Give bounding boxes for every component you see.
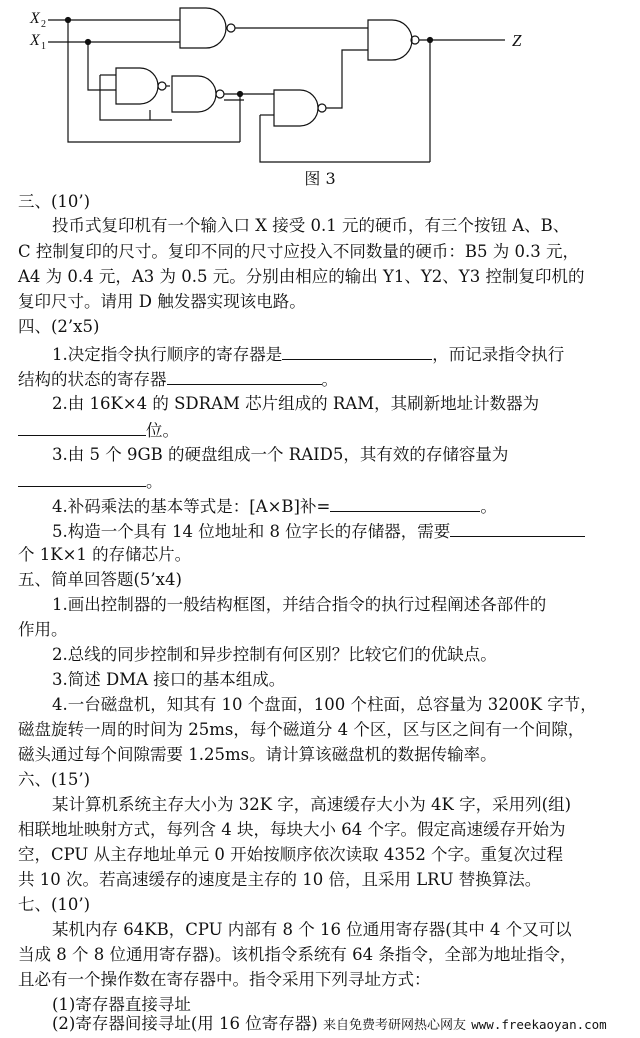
output-label-z: Z <box>512 31 522 50</box>
q4-item-1: 1.决定指令执行顺序的寄存器是 ，而记录指令执行 <box>52 341 634 367</box>
nand-gate-g2 <box>116 68 158 104</box>
q4-item-4: 4.补码乘法的基本等式是：[A×B]补= 。 <box>52 493 634 519</box>
q5-item-1-cont: 作用。 <box>18 620 68 639</box>
answer-blank[interactable] <box>282 341 432 360</box>
q4-item-1-cont: 结构的状态的寄存器 。 <box>18 366 634 392</box>
q7-line-4: (1)寄存器直接寻址 <box>52 995 191 1014</box>
q4-item-2: 2.由 16K×4 的 SDRAM 芯片组成的 RAM，其刷新地址计数器为 <box>52 394 540 413</box>
q4-item-2-cont: 位。 <box>18 417 634 443</box>
answer-blank[interactable] <box>450 518 585 537</box>
figure-caption: 图 3 <box>304 169 336 188</box>
nand-gate-g1 <box>180 8 226 48</box>
q7-line-5: (2)寄存器间接寻址(用 16 位寄存器) 来自免费考研网热心网友 www.freekaoyan.com <box>52 1014 607 1033</box>
q5-item-4-cont-2: 磁头通过每个间隙需要 1.25ms。请计算该磁盘机的数据传输率。 <box>18 745 497 764</box>
q3-line-2: C 控制复印的尺寸。复印不同的尺寸应投入不同数量的硬币：B5 为 0.3 元， <box>18 242 579 261</box>
answer-blank[interactable] <box>18 468 146 487</box>
q5-item-3: 3.简述 DMA 接口的基本组成。 <box>52 670 286 689</box>
q5-heading: 五、简单回答题(5’x4) <box>18 570 182 589</box>
q5-item-4: 4.一台磁盘机，知其有 10 个盘面，100 个柱面，总容量为 3200K 字节， <box>52 695 597 714</box>
answer-blank[interactable] <box>330 493 480 512</box>
q3-line-3: A4 为 0.4 元，A3 为 0.5 元。分别由相应的输出 Y1、Y2、Y3 控制复印机的 <box>18 267 585 286</box>
q5-item-4-cont-1: 磁盘旋转一周的时间为 25ms，每个磁道分 4 个区，区与区之间有一个间隙， <box>18 720 585 739</box>
nand-gate-g5 <box>368 20 412 60</box>
q7-heading: 七、(10’) <box>18 895 91 914</box>
wire-x1-tap <box>88 42 116 90</box>
wire-x2-tap <box>68 20 240 142</box>
logic-circuit-diagram <box>0 0 640 170</box>
q4-item-3: 3.由 5 个 9GB 的硬盘组成一个 RAID5，其有效的存储容量为 <box>52 445 509 464</box>
answer-blank[interactable] <box>167 366 322 385</box>
q4-item-5-cont: 个 1K×1 的存储芯片。 <box>18 545 192 564</box>
q3-line-4: 复印尺寸。请用 D 触发器实现该电路。 <box>18 292 306 311</box>
input-label-x2-sub: 2 <box>41 19 46 30</box>
q5-item-2: 2.总线的同步控制和异步控制有何区别？比较它们的优缺点。 <box>52 645 497 664</box>
q6-heading: 六、(15’) <box>18 770 91 789</box>
q6-line-3: 空，CPU 从主存地址单元 0 开始按顺序依次读取 4352 个字。重复次过程 <box>18 845 564 864</box>
q7-line-3: 且必有一个操作数在寄存器中。指令采用下列寻址方式： <box>18 970 431 989</box>
nand-gate-g4 <box>274 90 318 126</box>
input-label-x2: X <box>30 10 40 27</box>
input-label-x1: X <box>30 32 40 49</box>
q6-line-2: 相联地址映射方式，每列含 4 块，每块大小 64 个字。假定高速缓存开始为 <box>18 820 566 839</box>
q4-item-3-cont: 。 <box>18 468 634 494</box>
answer-blank[interactable] <box>18 417 146 436</box>
q4-item-5: 5.构造一个具有 14 位地址和 8 位字长的存储器，需要 <box>52 518 634 544</box>
footer-source: 来自免费考研网热心网友 <box>322 1018 466 1033</box>
input-label-x1-sub: 1 <box>41 41 46 52</box>
q7-line-1: 某机内存 64KB，CPU 内部有 8 个 16 位通用寄存器(其中 4 个又可以 <box>52 920 572 939</box>
footer-site-link[interactable]: www.freekaoyan.com <box>471 1017 607 1032</box>
q7-line-2: 当成 8 个 8 位通用寄存器)。该机指令系统有 64 条指令，全部为地址指令， <box>18 945 577 964</box>
q5-item-1: 1.画出控制器的一般结构框图，并结合指令的执行过程阐述各部件的 <box>52 595 547 614</box>
q3-line-1: 投币式复印机有一个输入口 X 接受 0.1 元的硬币，有三个按钮 A、B、 <box>52 216 570 235</box>
q6-line-1: 某计算机系统主存大小为 32K 字，高速缓存大小为 4K 字，采用列(组) <box>52 795 572 814</box>
q3-heading: 三、(10’) <box>18 192 91 211</box>
q6-line-4: 共 10 次。若高速缓存的速度是主存的 10 倍，且采用 LRU 替换算法。 <box>18 870 542 889</box>
nand-gate-g3 <box>172 76 216 112</box>
q4-heading: 四、(2’x5) <box>18 317 100 336</box>
junction-x1 <box>86 40 91 45</box>
junction-x2 <box>66 18 71 23</box>
